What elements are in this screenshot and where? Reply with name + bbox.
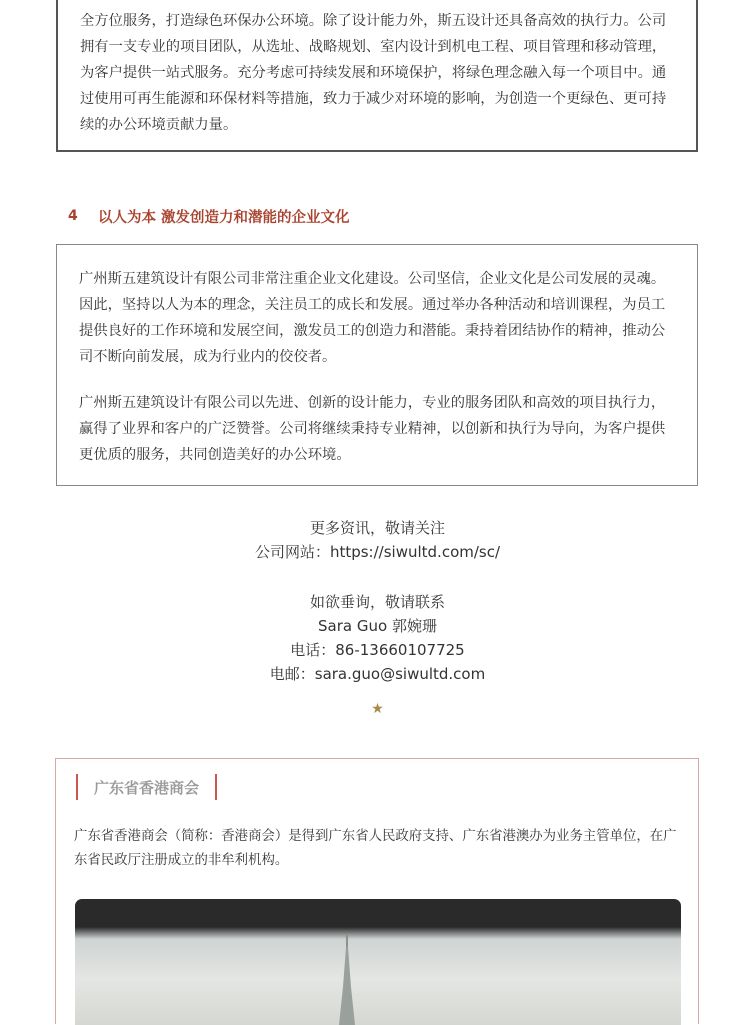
section-heading [68,205,350,227]
section-title: 以人为本 激发创造力和潜能的企业文化 [98,209,350,226]
culture-paragraph-1: 广州斯五建筑设计有限公司非常注重企业文化建设。公司坚信，企业文化是公司发展的灵魂。因此，坚持以人为本的理念，关注员工的成长和发展。通过举办各种活动和培训课程，为员工提供良好的工作环境和发展空间，激发员工的创造力和潜能。秉持着团结协作的精神，推动公司不断向前发展，成为行业内的佼佼者。 [79,271,666,365]
culture-text-box [56,244,698,486]
section-number: 4 [68,208,78,224]
canton-tower-image [75,899,681,1025]
right-accent-bar [215,774,217,800]
contact-person: Sara Guo 郭婉珊 [318,617,437,635]
star-icon: ★ [371,701,384,717]
city-skyline-image [75,899,681,1025]
chamber-header [76,773,217,801]
intro-text-box [56,0,698,152]
more-info-text: 更多资讯，敬请关注 [309,519,445,537]
inquiry-text: 如欲垂询，敬请联系 [309,593,445,611]
email-link[interactable]: 电邮：sara.guo@siwultd.com [269,665,486,683]
culture-paragraph-2: 广州斯五建筑设计有限公司以先进、创新的设计能力，专业的服务团队和高效的项目执行力，赢得了业界和客户的广泛赞誉。公司将继续秉持专业精神，以创新和执行为导向，为客户提供更优质的服务，共同创造美好的办公环境。 [79,395,666,463]
website-link[interactable]: 公司网站：https://siwultd.com/sc/ [254,543,501,561]
intro-paragraph: 全方位服务，打造绿色环保办公环境。除了设计能力外，斯五设计还具备高效的执行力。公司拥有一支专业的项目团队，从选址、战略规划、室内设计到机电工程、项目管理和移动管理，为客户提供一站式服务。充分考虑可持续发展和环境保护，将绿色理念融入每一个项目中。通过使用可再生能源和环保材料等措施，致力于减少对环境的影响，为创造一个更绿色、更可持续的办公环境贡献力量。 [80,13,667,133]
contact-block [0,516,755,686]
chamber-card [55,758,699,1024]
chamber-description: 广东省香港商会（简称：香港商会）是得到广东省人民政府支持、广东省港澳办为业务主管单位，在广东省民政厅注册成立的非牟利机构。 [74,829,677,868]
phone-number[interactable]: 电话：86-13660107725 [290,641,465,659]
chamber-title: 广东省香港商会 [94,778,200,797]
